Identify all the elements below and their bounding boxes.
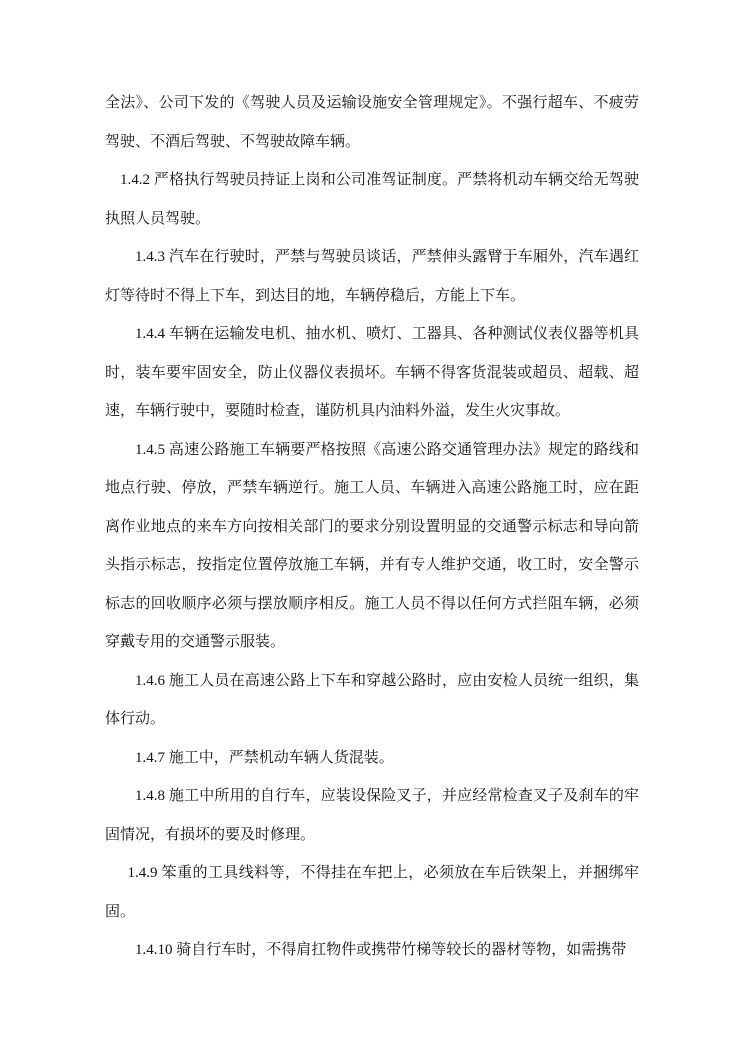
para-1-4-8: 1.4.8 施工中所用的自行车，应装设保险叉子，并应经常检查叉子及刹车的牢固情况，有损坏的要及时修理。 [105, 788, 639, 843]
para-1-4-6: 1.4.6 施工人员在高速公路上下车和穿越公路时，应由安检人员统一组织，集体行动。 [105, 672, 639, 727]
para-1-4-7: 1.4.7 施工中，严禁机动车辆人货混装。 [135, 749, 394, 766]
para-1-4-9: 1.4.9 笨重的工具线料等，不得挂在车把上，必须放在车后铁架上，并捆绑牢固。 [105, 865, 639, 920]
para-continuation: 全法》、公司下发的《驾驶人员及运输设施安全管理规定》。不强行超车、不疲劳驾驶、不酒后驾驶、不驾驶故障车辆。 [105, 95, 639, 150]
para-1-4-3: 1.4.3 汽车在行驶时，严禁与驾驶员谈话，严禁伸头露臂于车厢外，汽车遇红灯等待时不得上下车，到达目的地，车辆停稳后，方能上下车。 [105, 249, 639, 304]
para-1-4-4: 1.4.4 车辆在运输发电机、抽水机、喷灯、工器具、各种测试仪表仪器等机具时，装车要牢固安全，防止仪器仪表损坏。车辆不得客货混装或超员、超载、超速，车辆行驶中，要随时检查，谨防机具内油料外溢，发生火灾事故。 [105, 326, 639, 419]
para-1-4-2: 1.4.2 严格执行驾驶员持证上岗和公司准驾证制度。严禁将机动车辆交给无驾驶执照人员驾驶。 [105, 172, 639, 227]
para-1-4-10: 1.4.10 骑自行车时，不得肩扛物件或携带竹梯等较长的器材等物，如需携带 [135, 942, 627, 958]
para-1-4-5: 1.4.5 高速公路施工车辆要严格按照《高速公路交通管理办法》规定的路线和地点行驶、停放，严禁车辆逆行。施工人员、车辆进入高速公路施工时，应在距离作业地点的来车方向按相关部门的要求分别设置明显的交通警示标志和导向箭头指示标志，按指定位置停放施工车辆，并有专人维护交通，收工时，安全警示标志的回收顺序必须与摆放顺序相反。施工人员不得以任何方式拦阻车辆，必须穿戴专用的交通警示服装。 [105, 441, 639, 650]
document-content [105, 84, 639, 970]
